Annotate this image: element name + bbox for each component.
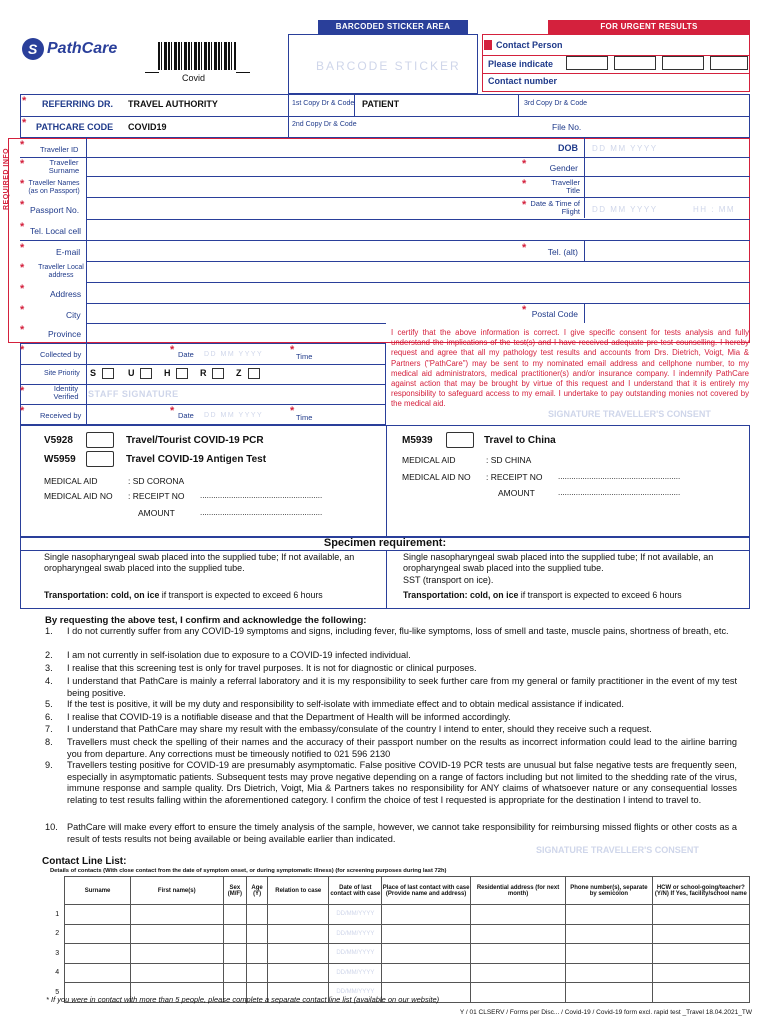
traveller-id-label: Traveller ID: [40, 145, 79, 154]
priority-s-label: S: [90, 368, 97, 378]
local-address-label: Traveller Local address: [38, 264, 84, 279]
specimen-right-text: Single nasopharyngeal swab placed into the supplied tube; If not available, an oropharyngeal swab placed into the supplied tube.: [403, 552, 714, 573]
footer-path: Y / 01 CLSERV / Forms per Disc... / Covid-19 / Covid-19 form excl. rapid test _Travel 18.04.2021_TW: [459, 1009, 752, 1016]
ack-item-text: I do not currently suffer from any COVID-19 symptoms and signs, including fever, flu-like symptoms, loss of smell and taste, muscle pains, shortness of breath, etc.: [67, 626, 729, 636]
test-code-m5939: M5939: [402, 435, 433, 446]
contact-cell[interactable]: [223, 924, 246, 944]
contact-row-number: 2: [55, 930, 60, 938]
ack-item: [45, 712, 737, 724]
contact-cell[interactable]: [223, 905, 246, 925]
received-date-label: Date: [178, 411, 194, 420]
contact-footnote: * If you were in contact with more than 5 people, please complete a separate contact line list (available on our website): [46, 995, 440, 1004]
contact-row: [50, 963, 750, 983]
test-name-m5939: Travel to China: [484, 435, 556, 446]
consent-text: I certify that the above information is correct. I give specific consent for tests analysis and fully understand the implications of the test(s) and I have received adequate pre-test counselling. I hereby request and agree that all my pathology test results and accounts from Drs. Dietrich, Voigt, Mia & Partners ("PathCare") may be sent to my nominated email address and cellphone number, to my medical aid administrators, medical practitioner(s) and/or insurance company. I indemnify PathCare against action that may be brought by virtue of this request and I understand that it is entirely my responsibility to safeguard access to my email. I undertake to pay outstanding monies not covered by the medical aid.: [391, 328, 749, 409]
contact-cell[interactable]: [65, 905, 131, 925]
ack-item-number: 10.: [45, 822, 58, 832]
ack-item-number: 7.: [45, 724, 53, 734]
contact-cell[interactable]: [566, 944, 653, 964]
right-medical-aid-no-label: MEDICAL AID NO: [402, 472, 471, 482]
received-time-label: Time: [296, 413, 313, 422]
contact-cell[interactable]: [223, 944, 246, 964]
gender-label: Gender: [549, 163, 578, 173]
postal-code-label: Postal Code: [531, 309, 578, 319]
specimen-right-transport: Transportation: cold, on ice if transport is expected to exceed 6 hours: [403, 590, 682, 600]
specimen-right-sst: SST (transport on ice).: [403, 575, 494, 585]
barcode-image: [158, 42, 236, 70]
left-amount-dots[interactable]: .......................................................: [200, 508, 323, 517]
contact-column-header: Phone number(s), separate by semicolon: [566, 877, 653, 905]
contact-row-number: 4: [55, 969, 60, 977]
collected-date-field[interactable]: DD MM YYYY: [204, 351, 264, 358]
ack-item-number: 1.: [45, 626, 53, 636]
flight-time-field[interactable]: HH : MM: [693, 205, 736, 214]
ack-item-text: I realise that COVID-19 is a notifiable disease and that the Department of Health will be informed accordingly.: [67, 712, 511, 722]
contact-cell[interactable]: [247, 963, 268, 983]
contact-list-subtitle: Details of contacts (With close contact from the date of symptom onset, or during symptomatic illness) (for screening purposes during last 72h): [50, 868, 447, 874]
dob-field[interactable]: DD MM YYYY: [592, 144, 658, 153]
contact-cell[interactable]: [130, 944, 223, 964]
barcode-caption: Covid: [182, 73, 206, 83]
ack-item: [45, 822, 737, 845]
ack-item-text: I realise that this screening test is only for travel purposes. It is not for diagnostic or clinical purposes.: [67, 663, 477, 673]
contact-cell[interactable]: DD/MM/YYYY: [329, 963, 382, 983]
ack-item-text: I understand that PathCare is mainly a referral laboratory and it is my responsibility to seek further care from my general or family practitioner in the event of my test being positive.: [67, 676, 737, 698]
contact-cell[interactable]: DD/MM/YYYY: [329, 905, 382, 925]
collected-time-label: Time: [296, 352, 313, 361]
priority-h-checkbox[interactable]: [176, 368, 188, 379]
contact-cell[interactable]: DD/MM/YYYY: [329, 924, 382, 944]
contact-cell[interactable]: [130, 924, 223, 944]
file-no-label: File No.: [552, 122, 582, 132]
ack-item-number: 8.: [45, 737, 53, 747]
contact-code-field-2[interactable]: [614, 56, 656, 70]
copy2-label: 2nd Copy Dr & Code: [292, 121, 357, 128]
contact-row: [50, 905, 750, 925]
priority-z-checkbox[interactable]: [248, 368, 260, 379]
contact-row: [50, 944, 750, 964]
contact-cell[interactable]: DD/MM/YYYY: [329, 944, 382, 964]
contact-cell[interactable]: [130, 963, 223, 983]
contact-cell[interactable]: [652, 905, 749, 925]
contact-cell[interactable]: [65, 944, 131, 964]
city-label: City: [66, 310, 81, 320]
priority-r-label: R: [200, 368, 207, 378]
test-code-w5959: W5959: [44, 454, 76, 465]
contact-code-field-4[interactable]: [710, 56, 748, 70]
address-label: Address: [50, 289, 82, 299]
contact-cell[interactable]: [470, 983, 565, 1003]
contact-row: [50, 924, 750, 944]
ack-item-text: Travellers testing positive for COVID-19 are presumably asymptomatic. False positive COVID-19 PCR tests are unusual but false negative tests are frequently seen, especially in asymptomatic patients. Subsequent tests may prove negative depending on a range of factors including but not limited to the shedding rate of the virus, immune response and sample quality. Drs Dietrich, Voigt, Mia & Partners takes no responsibility for ANY claims of whatsoever nature or any consequential losses relating to test results falling within the aforementioned category. I confirm the choice of test I requested is appropriate for the destination I intend to travel to.: [67, 760, 737, 805]
contact-cell[interactable]: [247, 924, 268, 944]
ack-item-text: PathCare will make every effort to ensure the timely analysis of the sample, however, we cannot take responsibility for reimbursing missed flights or other costs as a result of tests results not being available or being available earlier than indicated.: [67, 822, 737, 844]
contact-cell[interactable]: [470, 924, 565, 944]
test-code-v5928: V5928: [44, 435, 73, 446]
priority-u-label: U: [128, 368, 135, 378]
referring-dr-value[interactable]: TRAVEL AUTHORITY: [128, 99, 218, 109]
collected-date-label: Date: [178, 350, 194, 359]
contact-table: [50, 876, 750, 1003]
contact-row-number: 5: [55, 988, 60, 996]
ack-item: [45, 663, 737, 675]
contact-person-label: Contact Person: [496, 40, 563, 50]
contact-number-label: Contact number: [488, 76, 558, 86]
contact-cell[interactable]: [130, 905, 223, 925]
right-medical-aid-no-value: : RECEIPT NO: [486, 472, 543, 482]
surname-label: Traveller Surname: [48, 158, 80, 175]
ack-item: [45, 760, 737, 806]
right-medical-aid-label: MEDICAL AID: [402, 455, 456, 465]
left-medical-aid-value: : SD CORONA: [128, 476, 185, 486]
site-priority-label: Site Priority: [44, 370, 80, 377]
pathcare-logo-icon: S: [22, 38, 44, 60]
contact-cell[interactable]: [268, 905, 329, 925]
priority-h-label: H: [164, 368, 171, 378]
contact-column-header: Sex (M/F): [223, 877, 246, 905]
left-medical-aid-label: MEDICAL AID: [44, 476, 98, 486]
ack-item-text: I understand that PathCare may share my result with the embassy/consulate of the country I intend to enter, should they receive such a request.: [67, 724, 652, 734]
contact-row-number: 1: [55, 910, 60, 918]
contact-row-number: 3: [55, 949, 60, 957]
ack-item-number: 9.: [45, 760, 53, 770]
pathcare-logo-text: PathCare: [47, 40, 118, 57]
identity-verified-label: Identity Verified: [53, 384, 79, 401]
contact-cell[interactable]: [382, 924, 471, 944]
contact-cell[interactable]: [652, 983, 749, 1003]
contact-list-title: Contact Line List:: [42, 856, 127, 867]
test-w5959-checkbox[interactable]: [86, 451, 114, 467]
copy3-label: 3rd Copy Dr & Code: [524, 100, 588, 107]
contact-cell[interactable]: [247, 944, 268, 964]
ack-item-text: Travellers must check the spelling of their names and the accuracy of their passport number on the results as incorrect information could lead to the airline barring you from departure. Any corrections must be timeously notified to 021 596 2130: [67, 737, 737, 759]
ack-item-number: 6.: [45, 712, 53, 722]
contact-cell[interactable]: [268, 944, 329, 964]
contact-column-header: HCW or school-going/teacher? (Y/N) If Yes, facility/school name: [652, 877, 749, 905]
names-label: Traveller Names (as on Passport): [28, 180, 80, 195]
contact-cell[interactable]: [652, 924, 749, 944]
contact-cell[interactable]: [652, 944, 749, 964]
flight-date-field[interactable]: DD MM YYYY: [592, 205, 658, 214]
barcoded-area-banner: BARCODED STICKER AREA: [318, 20, 468, 34]
contact-code-field-1[interactable]: [566, 56, 608, 70]
right-amount-dots[interactable]: .......................................................: [558, 488, 681, 497]
contact-cell[interactable]: [566, 983, 653, 1003]
pathcare-code-value[interactable]: COVID19: [128, 122, 167, 132]
ack-item-number: 3.: [45, 663, 53, 673]
ack-item-number: 4.: [45, 676, 53, 686]
date-time-flight-label: Date & Time of Flight: [530, 199, 580, 216]
barcode-sticker-placeholder: BARCODE STICKER: [316, 59, 461, 73]
contact-cell[interactable]: [65, 963, 131, 983]
tel-alt-label: Tel. (alt): [547, 247, 578, 257]
pathcare-code-label: PATHCARE CODE: [36, 122, 114, 132]
contact-column-header: Relation to case: [268, 877, 329, 905]
priority-s-checkbox[interactable]: [102, 368, 114, 379]
priority-u-checkbox[interactable]: [140, 368, 152, 379]
ack-item-text: If the test is positive, it will be my duty and responsibility to self-isolate with immediate effect and to obtain medical assistance if indicated.: [67, 699, 624, 709]
priority-r-checkbox[interactable]: [212, 368, 224, 379]
ack-item: [45, 626, 737, 638]
contact-column-header: Date of last contact with case: [329, 877, 382, 905]
ack-item: [45, 737, 737, 760]
dob-label: DOB: [558, 143, 578, 153]
contact-cell[interactable]: [223, 963, 246, 983]
priority-z-label: Z: [236, 368, 242, 378]
left-medical-aid-no-value: : RECEIPT NO: [128, 491, 185, 501]
collected-by-label: Collected by: [40, 350, 82, 359]
contact-cell[interactable]: [382, 963, 471, 983]
specimen-title: Specimen requirement:: [323, 537, 447, 549]
ack-title: By requesting the above test, I confirm and acknowledge the following:: [45, 615, 367, 626]
patient-label: PATIENT: [362, 99, 400, 109]
contact-cell[interactable]: [247, 905, 268, 925]
title-label: Traveller Title: [551, 178, 580, 195]
contact-cell[interactable]: [470, 944, 565, 964]
required-info-side-label: REQUIRED INFO: [3, 147, 10, 210]
contact-code-field-3[interactable]: [662, 56, 704, 70]
test-name-v5928: Travel/Tourist COVID-19 PCR: [126, 435, 264, 446]
tel-local-label: Tel. Local cell: [30, 226, 82, 236]
ack-item-text: I am not currently in self-isolation due to exposure to a COVID-19 infected individual.: [67, 650, 411, 660]
test-name-w5959: Travel COVID-19 Antigen Test: [126, 454, 267, 465]
contact-column-header: Age (Y): [247, 877, 268, 905]
passport-label: Passport No.: [30, 205, 80, 215]
contact-cell[interactable]: [652, 963, 749, 983]
contact-cell[interactable]: [566, 963, 653, 983]
left-amount-label: AMOUNT: [138, 508, 175, 518]
ack-signature-placeholder[interactable]: SIGNATURE TRAVELLER'S CONSENT: [536, 845, 699, 855]
copy1-label: 1st Copy Dr & Code: [292, 100, 355, 107]
contact-cell[interactable]: [268, 924, 329, 944]
ack-item-number: 5.: [45, 699, 53, 709]
consent-signature-placeholder[interactable]: SIGNATURE TRAVELLER'S CONSENT: [548, 409, 711, 419]
contact-cell[interactable]: [382, 944, 471, 964]
province-label: Province: [48, 329, 82, 339]
contact-column-header: Surname: [65, 877, 131, 905]
specimen-left-transport: Transportation: cold, on ice if transport is expected to exceed 6 hours: [44, 590, 323, 600]
right-amount-label: AMOUNT: [498, 488, 535, 498]
ack-item: [45, 699, 737, 711]
staff-signature-placeholder[interactable]: STAFF SIGNATURE: [88, 389, 179, 399]
contact-cell[interactable]: [65, 924, 131, 944]
test-v5928-checkbox[interactable]: [86, 432, 114, 448]
ack-item: [45, 676, 737, 699]
email-label: E-mail: [56, 247, 81, 257]
left-receipt-dots[interactable]: .......................................................: [200, 491, 323, 500]
contact-cell[interactable]: [268, 963, 329, 983]
contact-cell[interactable]: [566, 924, 653, 944]
contact-cell[interactable]: [470, 905, 565, 925]
left-medical-aid-no-label: MEDICAL AID NO: [44, 491, 113, 501]
contact-cell[interactable]: DD/MM/YYYY: [329, 983, 382, 1003]
right-receipt-dots[interactable]: .......................................................: [558, 472, 681, 481]
urgent-results-banner: FOR URGENT RESULTS: [548, 20, 750, 34]
contact-cell[interactable]: [382, 905, 471, 925]
contact-column-header: Place of last contact with case (Provide name and address): [382, 877, 471, 905]
test-m5939-checkbox[interactable]: [446, 432, 474, 448]
ack-item: [45, 650, 737, 662]
please-indicate-label: Please indicate: [488, 59, 554, 69]
ack-item-number: 2.: [45, 650, 53, 660]
specimen-left-text: Single nasopharyngeal swab placed into the supplied tube; If not available, an oropharyngeal swab placed into the supplied tube.: [44, 552, 355, 573]
received-date-field[interactable]: DD MM YYYY: [204, 412, 264, 419]
contact-column-header: Residential address (for next month): [470, 877, 565, 905]
right-medical-aid-value: : SD CHINA: [486, 455, 532, 465]
contact-cell[interactable]: [566, 905, 653, 925]
contact-cell[interactable]: [470, 963, 565, 983]
ack-item: [45, 724, 737, 736]
referring-dr-label: REFERRING DR.: [42, 99, 114, 109]
contact-column-header: First name(s): [130, 877, 223, 905]
received-by-label: Received by: [40, 411, 82, 420]
